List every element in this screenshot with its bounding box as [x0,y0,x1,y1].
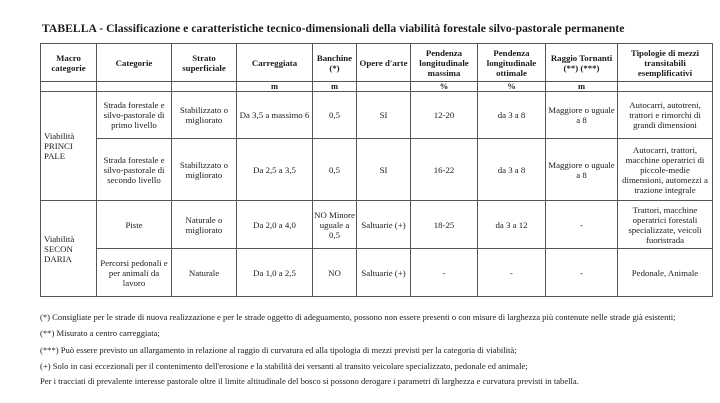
header-row [41,44,713,82]
unit-carreggiata: m [237,82,313,92]
cell-pendenza-ottimale: - [478,249,546,297]
cell-tipologie: Autocarri, autotreni, trattori e rimorchi di grandi dimensioni [618,92,713,139]
note-tracciati-pastorali: Per i tracciati di prevalente interesse pastorale oltre il limite altitudinale del bosco si possono derogare i parametri di larghezza e curvatura previsti in tabella. [40,375,579,386]
cell-pendenza-ottimale: da 3 a 8 [478,139,546,201]
units-row [41,82,713,92]
cell-strato: Naturale [172,249,237,297]
cell-raggio: - [546,201,618,249]
header-raggio: Raggio Tornanti (**) (***) [546,44,618,82]
cell-tipologie: Pedonale, Animale [618,249,713,297]
cell-opere: SI [357,139,411,201]
header-opere: Opere d'arte [357,44,411,82]
macro-principale: Viabilità PRINCI PALE [41,92,97,201]
table-title: TABELLA - Classificazione e caratteristiche tecnico-dimensionali della viabilità forestale silvo-pastorale permanente [42,22,625,35]
cell-carreggiata: Da 2,5 a 3,5 [237,139,313,201]
cell-categoria: Piste [97,201,172,249]
table-row [41,92,713,139]
cell-raggio: Maggiore o uguale a 8 [546,92,618,139]
header-tipologie: Tipologie di mezzi transitabili esemplificativi [618,44,713,82]
cell-pendenza-max: 18-25 [411,201,478,249]
unit-cell-empty [172,82,237,92]
unit-banchine: m [313,82,357,92]
unit-pendenza-max: % [411,82,478,92]
notes-section [40,310,712,388]
header-pendenza-max: Pendenza longitudinale massima [411,44,478,82]
header-pendenza-ottimale: Pendenza longitudinale ottimale [478,44,546,82]
cell-banchine: 0,5 [313,92,357,139]
header-strato: Strato superficiale [172,44,237,82]
cell-carreggiata: Da 2,0 a 4,0 [237,201,313,249]
header-categorie: Categorie [97,44,172,82]
classification-table [40,43,713,297]
unit-raggio: m [546,82,618,92]
table-row [41,249,713,297]
cell-raggio: - [546,249,618,297]
note-misurato: (**) Misurato a centro carreggiata; [40,328,160,339]
unit-cell-empty [97,82,172,92]
cell-carreggiata: Da 3,5 a massimo 6 [237,92,313,139]
table-row [41,139,713,201]
note-allargamento: (***) Può essere previsto un allargamento in relazione al raggio di curvatura ed alla tipologia di mezzi previsti per la categoria di viabilità; [40,344,517,355]
unit-pendenza-ottimale: % [478,82,546,92]
cell-tipologie: Autocarri, trattori, macchine operatrici di piccole-medie dimensioni, automezzi a trazione integrale [618,139,713,201]
cell-pendenza-max: - [411,249,478,297]
cell-tipologie: Trattori, macchine operatrici forestali specializzate, veicoli fuoristrada [618,201,713,249]
note-casi-eccezionali: (+) Solo in casi eccezionali per il contenimento dell'erosione e la stabilità dei versanti al transito veicolare specializzato, pedonale ed animale; [40,361,528,372]
header-macro: Macro categorie [41,44,97,82]
cell-pendenza-max: 12-20 [411,92,478,139]
unit-cell-empty [41,82,97,92]
cell-banchine: 0,5 [313,139,357,201]
unit-cell-empty [618,82,713,92]
unit-cell-empty [357,82,411,92]
cell-pendenza-ottimale: da 3 a 12 [478,201,546,249]
cell-categoria: Percorsi pedonali e per animali da lavoro [97,249,172,297]
cell-carreggiata: Da 1,0 a 2,5 [237,249,313,297]
header-banchine: Banchine (*) [313,44,357,82]
cell-pendenza-ottimale: da 3 a 8 [478,92,546,139]
cell-categoria: Strada forestale e silvo-pastorale di secondo livello [97,139,172,201]
cell-opere: Saltuarie (+) [357,201,411,249]
cell-strato: Stabilizzato o migliorato [172,92,237,139]
cell-strato: Naturale o migliorato [172,201,237,249]
cell-pendenza-max: 16-22 [411,139,478,201]
cell-opere: Saltuarie (+) [357,249,411,297]
cell-categoria: Strada forestale e silvo-pastorale di primo livello [97,92,172,139]
cell-raggio: Maggiore o uguale a 8 [546,139,618,201]
cell-opere: SI [357,92,411,139]
note-banchine: (*) Consigliate per le strade di nuova realizzazione e per le strade oggetto di adeguamento, possono non essere presenti o con misure di larghezza più contenute nelle strade già esistenti; [40,312,676,322]
cell-strato: Stabilizzato o migliorato [172,139,237,201]
header-carreggiata: Carreggiata [237,44,313,82]
cell-banchine: NO [313,249,357,297]
macro-secondaria: Viabilità SECON DARIA [41,201,97,297]
cell-banchine: NO Minore uguale a 0,5 [313,201,357,249]
table-row [41,201,713,249]
